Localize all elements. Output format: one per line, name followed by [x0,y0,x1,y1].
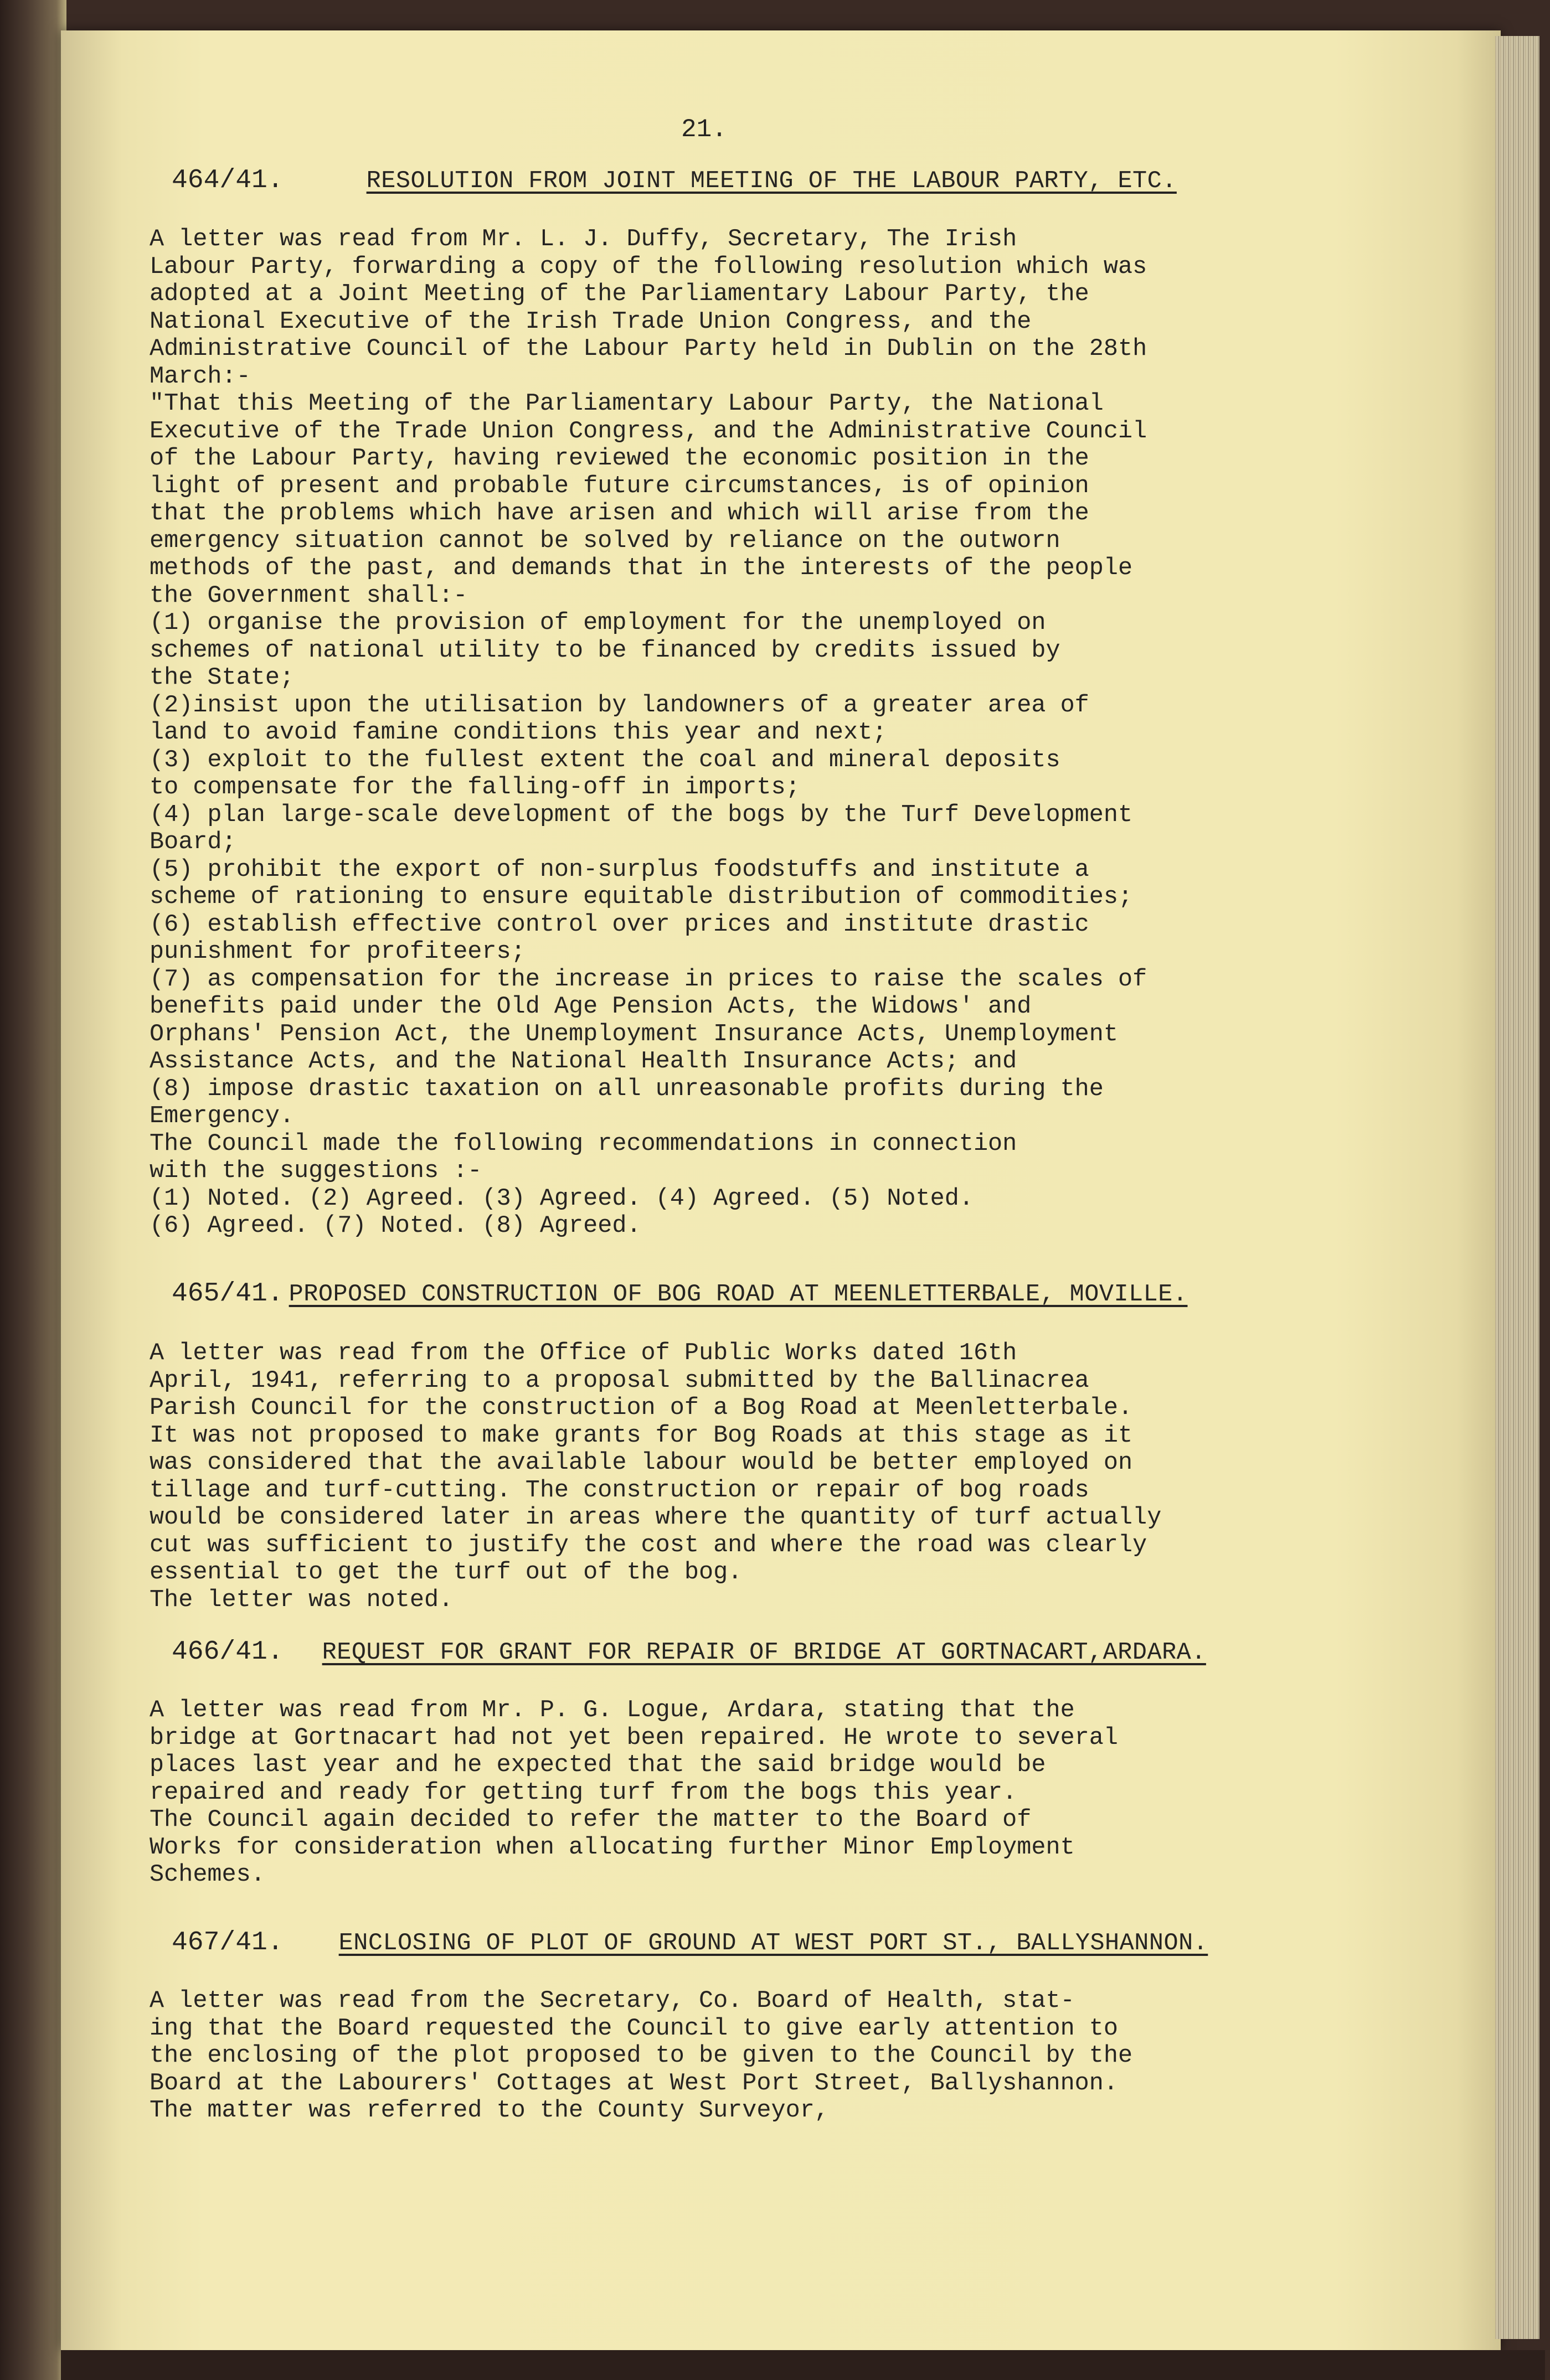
item-body: A letter was read from the Office of Public Works dated 16th April, 1941, referring to a proposal submitted by the Ballinacrea Parish Council for the construction of a Bog Road at Meenletterbale. It was not proposed to make grants for Bog Roads at this stage as it was considered that the available labour would be better employed on tillage and turf-cutting. The construction or repair of bog roads would be considered later in areas where the quantity of turf actually cut was sufficient to justify the cost and where the road was clearly essential to get the turf out of the bog. The letter was noted. [150,1340,1162,1614]
item-title: PROPOSED CONSTRUCTION OF BOG ROAD AT MEENLETTERBALE, MOVILLE. [289,1281,1188,1308]
item-number: 465/41. [172,1279,284,1309]
item-number: 466/41. [172,1637,284,1667]
item-heading [172,167,1177,195]
item-body: A letter was read from Mr. P. G. Logue, Ardara, stating that the bridge at Gortnacart had not yet been repaired. He wrote to several places last year and he expected that the said bridge would be repaired and ready for getting turf from the bogs this year. The Council again decided to refer the matter to the Board of Works for consideration when allocating further Minor Employment Schemes. [150,1697,1118,1888]
item-heading [172,1929,1208,1958]
item-number: 467/41. [172,1928,284,1958]
book-bottom-edge [61,2350,1545,2380]
page-number: 21. [681,115,727,144]
item-body: A letter was read from the Secretary, Co. Board of Health, stat- ing that the Board requested the Council to give early attention to the enclosing of the plot proposed to be given to the Council by the Board at the Labourers' Cottages at West Port Street, Ballyshannon. The matter was referred to the County Surveyor, [150,1987,1133,2124]
item-body: A letter was read from Mr. L. J. Duffy, Secretary, The Irish Labour Party, forwarding a copy of the following resolution which was adopted at a Joint Meeting of the Parliamentary Labour Party, the National Executive of the Irish Trade Union Congress, and the Administrative Council of the Labour Party held in Dublin on the 28th March:- "That this Meeting of the Parliamentary Labour Party, the National Executive of the Trade Union Congress, and the Administrative Council of the Labour Party, having reviewed the economic position in the light of present and probable future circumstances, is of opinion that the problems which have arisen and which will arise from the emergency situation cannot be solved by reliance on the outworn methods of the past, and demands that in the interests of the people the Government shall:- (1) organise the provision of employment for the unemployed on schemes of national utility to be financed by credits issued by the State; (2)insist upon the utilisation by landowners of a greater area of land to avoid famine conditions this year and next; (3) exploit to the fullest extent the coal and mineral deposits to compensate for the falling-off in imports; (4) plan large-scale development of the bogs by the Turf Development Board; (5) prohibit the export of non-surplus foodstuffs and institute a scheme of rationing to ensure equitable distribution of commodities; (6) establish effective control over prices and institute drastic punishment for profiteers; (7) as compensation for the increase in prices to raise the scales of benefits paid under the Old Age Pension Acts, the Widows' and Orphans' Pension Act, the Unemployment Insurance Acts, Unemployment Assistance Acts, and the National Health Insurance Acts; and (8) impose drastic taxation on all unreasonable profits during the Emergency. The Council made the following recommendations in connection with the suggestions :- (1) Noted. (2) Agreed. (3) Agreed. (4) Agreed. (5) Noted. (6) Agreed. (7) Noted. (8) Agreed. [150,226,1147,1240]
item-title: REQUEST FOR GRANT FOR REPAIR OF BRIDGE AT GORTNACART,ARDARA. [322,1639,1206,1666]
item-title: ENCLOSING OF PLOT OF GROUND AT WEST PORT ST., BALLYSHANNON. [338,1930,1208,1957]
item-heading [172,1639,1206,1667]
book-binding [0,0,66,2380]
item-heading [172,1281,1188,1309]
item-title: RESOLUTION FROM JOINT MEETING OF THE LABOUR PARTY, ETC. [366,168,1177,195]
page-edges [1495,36,1539,2339]
item-number: 464/41. [172,166,284,195]
